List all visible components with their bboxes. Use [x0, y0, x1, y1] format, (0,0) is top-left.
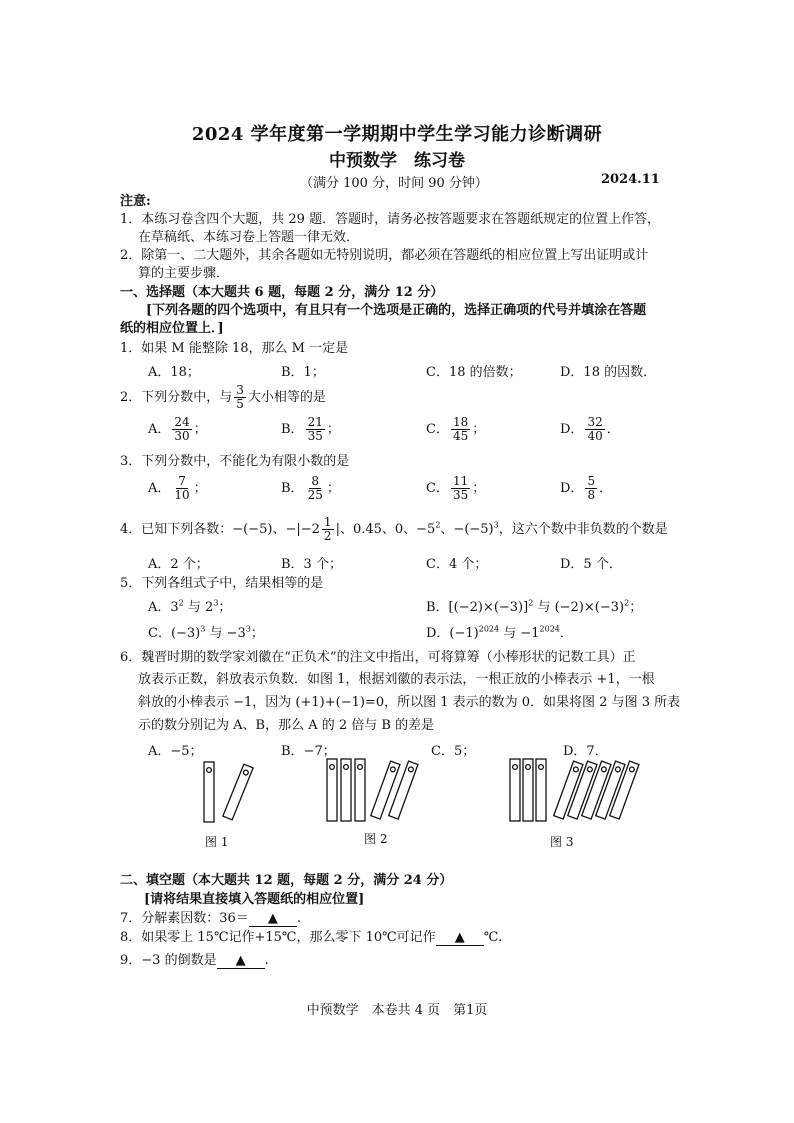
opt-exp: 2: [178, 598, 184, 608]
opt-text: D．(−1): [426, 626, 479, 641]
option-end: ；: [472, 481, 486, 496]
exam-date: 2024.11: [601, 172, 660, 187]
q4-exp: 3: [493, 520, 499, 530]
q4-mixed-fraction: [322, 516, 334, 543]
q2-option-c: [426, 416, 485, 443]
option-end: ；: [326, 422, 340, 437]
rod-upright: [341, 759, 351, 821]
opt-exp: 3: [200, 624, 206, 634]
q4-option-d: D．5 个．: [560, 557, 622, 572]
opt-text: 与 (−2)×(−3): [533, 600, 625, 615]
section1-instruction: 纸的相应位置上．]: [120, 321, 224, 336]
score-time: （满分 100 分，时间 90 分钟）: [300, 176, 488, 191]
answer-blank: ▲: [249, 911, 297, 927]
section2-instruction: [请将结果直接填入答题纸的相应位置]: [144, 892, 365, 907]
q4-exp: 2: [435, 520, 441, 530]
q1-option-d: D．18 的因数．: [560, 365, 657, 380]
q5-option-c: [148, 622, 264, 641]
note-line: 算的主要步骤．: [138, 266, 230, 281]
q3-option-b: [281, 475, 340, 502]
opt-text: C．(−3): [148, 626, 201, 641]
opt-text: 与 −3: [205, 626, 246, 641]
option-fraction: [306, 416, 325, 443]
option-fraction: [172, 475, 191, 502]
q4-option-b: B．3 个；: [281, 557, 342, 572]
figure-1-caption: 图 1: [205, 835, 229, 849]
frac-den: 25: [307, 488, 323, 502]
q6-option-b: B．−7；: [281, 744, 336, 759]
q4-stem-mid2: 、−(−5): [440, 522, 494, 537]
frac-num: 3: [236, 383, 244, 397]
option-end: ．: [606, 422, 620, 437]
opt-text: 与 2: [183, 600, 214, 615]
frac-num: 11: [452, 474, 469, 488]
q4-option-c: C．4 个；: [426, 557, 488, 572]
q4-stem-pre: 4．已知下列各数：−(−5)、−|−2: [120, 522, 320, 537]
frac-den: 30: [174, 429, 190, 443]
answer-blank: ▲: [436, 930, 484, 946]
option-label: A．: [148, 422, 171, 437]
q1-option-a: A．18；: [148, 365, 200, 380]
option-label: D．: [560, 481, 584, 496]
q2-stem-post: 大小相等的是: [247, 390, 326, 405]
option-end: ；: [193, 422, 207, 437]
option-end: ；: [326, 481, 340, 496]
figure-2: [323, 755, 443, 827]
opt-text: B．[(−2)×(−3)]: [426, 600, 529, 615]
note-line: 在草稿纸、本练习卷上答题一律无效．: [138, 230, 360, 245]
figure-2-caption: 图 2: [364, 832, 388, 846]
note-line: 1．本练习卷含四个大题，共 29 题．答题时，请务必按答题要求在答题纸规定的位置上作答，: [120, 212, 661, 227]
q2-stem: [120, 384, 326, 411]
notes-label: 注意:: [120, 194, 151, 209]
opt-exp: 2: [624, 598, 630, 608]
option-fraction: [306, 475, 325, 502]
option-end: ；: [472, 422, 486, 437]
opt-exp: 3: [245, 624, 251, 634]
q9-end: .: [264, 953, 269, 968]
option-label: B．: [281, 422, 304, 437]
frac-num: 1: [323, 515, 332, 529]
opt-exp: 2024: [478, 624, 500, 634]
option-label: C．: [426, 481, 449, 496]
rod-upright: [523, 759, 533, 821]
q2-option-b: [281, 416, 340, 443]
rod-upright: [536, 759, 546, 821]
option-end: ．: [599, 481, 613, 496]
frac-num: 8: [311, 474, 320, 488]
page-subtitle: 中预数学 练习卷: [329, 151, 465, 171]
q1-stem: 1．如果 M 能整除 18，那么 M 一定是: [120, 341, 349, 356]
q5-option-d: [426, 622, 573, 641]
section1-heading: 一、选择题（本大题共 6 题，每题 2 分，满分 12 分）: [120, 285, 444, 300]
frac-den: 40: [587, 429, 603, 443]
frac-den: 10: [174, 488, 190, 502]
option-label: A．: [148, 481, 171, 496]
q6-option-a: A．−5；: [148, 744, 203, 759]
frac-den: 35: [307, 429, 323, 443]
frac-num: 32: [587, 415, 603, 429]
section2-heading: 二、填空题（本大题共 12 题，每题 2 分，满分 24 分）: [120, 873, 453, 888]
q7: [120, 907, 301, 927]
frac-den: 45: [452, 429, 469, 443]
rod-upright: [355, 759, 365, 821]
option-label: B．: [281, 481, 304, 496]
q2-stem-pre: 2．下列分数中，与: [120, 390, 233, 405]
q6-option-d: D．7．: [563, 744, 608, 759]
section1-instruction: [下列各题的四个选项中，有且只有一个选项是正确的，选择正确项的代号并填涂在答题: [146, 303, 647, 318]
option-end: ；: [193, 481, 207, 496]
opt-text: ；: [250, 626, 264, 641]
option-fraction: [451, 475, 470, 502]
q6-line: 放表示正数，斜放表示负数．如图 1，根据刘徽的表示法，一根正放的小棒表示 +1，一根: [138, 672, 655, 687]
q5-option-b: [426, 596, 642, 615]
q4-stem-post: ，这六个数中非负数的个数是: [498, 522, 668, 537]
opt-text: ；: [629, 600, 643, 615]
option-fraction: [585, 475, 597, 502]
q2-option-a: [148, 416, 207, 443]
figure-1: [198, 758, 258, 828]
option-label: C．: [426, 422, 449, 437]
opt-exp: 2024: [539, 624, 560, 634]
frac-num: 21: [307, 415, 323, 429]
q8-text: 8．如果零上 15℃记作+15℃，那么零下 10℃可记作: [120, 930, 436, 945]
q4-stem-mid: |、0.45、0、−5: [335, 522, 436, 537]
opt-exp: 3: [213, 598, 219, 608]
q7-text: 7．分解素因数：36＝: [120, 911, 249, 926]
frac-num: 18: [452, 415, 469, 429]
q4-stem: [120, 516, 668, 543]
frac-den: 5: [236, 397, 244, 411]
frac-den: 35: [452, 488, 469, 502]
rod-upright: [327, 759, 337, 821]
figure-3: [506, 755, 656, 827]
frac-den: 2: [323, 529, 332, 543]
page-title: 2024 学年度第一学期期中学生学习能力诊断调研: [191, 124, 603, 145]
q4-option-a: A．2 个；: [148, 557, 209, 572]
frac-num: 24: [174, 415, 190, 429]
opt-text: 与 −1: [499, 626, 540, 641]
q6-line: 示的数分别记为 A、B，那么 A 的 2 倍与 B 的差是: [138, 718, 435, 733]
q3-option-c: [426, 475, 485, 502]
rod-slanted: [223, 764, 253, 820]
rod-upright: [204, 762, 214, 822]
opt-text: ；: [218, 600, 232, 615]
q8: [120, 926, 511, 946]
option-fraction: [585, 416, 604, 443]
q2-stem-fraction: [234, 384, 246, 411]
q1-option-c: C．18 的倍数；: [426, 365, 522, 380]
q7-end: .: [296, 911, 301, 926]
option-fraction: [172, 416, 191, 443]
answer-blank: ▲: [217, 953, 265, 969]
q1-option-b: B．1；: [281, 365, 325, 380]
q5-stem: 5．下列各组式子中，结果相等的是: [120, 576, 324, 591]
q3-option-a: [148, 475, 207, 502]
q9-text: 9．−3 的倒数是: [120, 953, 217, 968]
page-footer: 中预数学 本卷共 4 页 第1页: [306, 1003, 488, 1018]
q6-line: 斜放的小棒表示 −1，因为 (+1)+(−1)=0，所以图 1 表示的数为 0．如果将图 2 与图 3 所表: [138, 695, 681, 710]
q9: [120, 949, 269, 969]
frac-den: 8: [587, 488, 596, 502]
opt-exp: 2: [528, 598, 534, 608]
q5-option-a: [148, 596, 231, 615]
frac-num: 7: [178, 474, 186, 488]
option-fraction: [451, 416, 470, 443]
q6-option-c: C．5；: [431, 744, 476, 759]
q2-option-d: [560, 416, 620, 443]
q6-line: 6．魏晋时期的数学家刘徽在“正负术”的注文中指出，可将算筹（小棒形状的记数工具）正: [120, 650, 636, 665]
q8-end: ℃．: [483, 930, 512, 945]
opt-text: ．: [559, 626, 573, 641]
rod-upright: [510, 759, 520, 821]
frac-num: 5: [587, 474, 596, 488]
q3-stem: 3．下列分数中，不能化为有限小数的是: [120, 454, 350, 469]
option-label: D．: [560, 422, 584, 437]
q3-option-d: [560, 475, 612, 502]
note-line: 2．除第一、二大题外，其余各题如无特别说明，都必须在答题纸的相应位置上写出证明或计: [120, 248, 649, 263]
figure-3-caption: 图 3: [550, 835, 574, 849]
opt-text: A．3: [148, 600, 179, 615]
